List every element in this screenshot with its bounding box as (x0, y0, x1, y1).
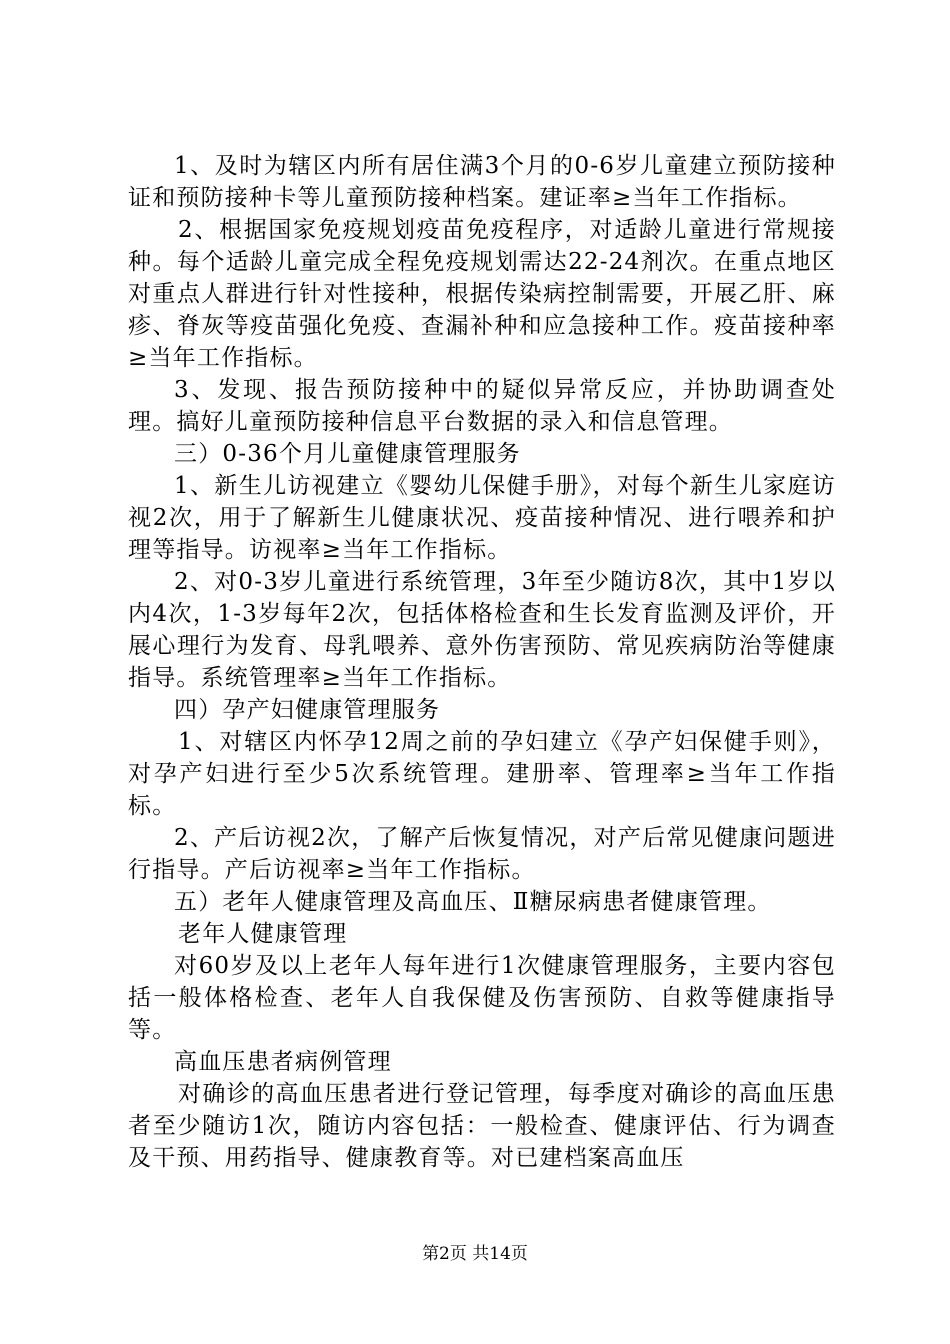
paragraph-postpartum-visits: 2、产后访视2次，了解产后恢复情况，对产后常见健康问题进行指导。产后访视率≥当年工作指标。 (128, 825, 836, 883)
paragraph-hypertension-management: 对确诊的高血压患者进行登记管理，每季度对确诊的高血压患者至少随访1次，随访内容包括：一般检查、健康评估、行为调查及干预、用药指导、健康教育等。对已建档案高血压 (128, 1081, 836, 1171)
paragraph-pregnancy-registration: 1、对辖区内怀孕12周之前的孕妇建立《孕产妇保健手则》，对孕产妇进行至少5次系统管理。建册率、管理率≥当年工作指标。 (128, 729, 836, 819)
paragraph-adverse-reactions: 3、发现、报告预防接种中的疑似异常反应，并协助调查处理。搞好儿童预防接种信息平台数据的录入和信息管理。 (128, 377, 836, 435)
paragraph-vaccination-records: 1、及时为辖区内所有居住满3个月的0-6岁儿童建立预防接种证和预防接种卡等儿童预防接种档案。建证率≥当年工作指标。 (128, 153, 836, 211)
document-body (128, 150, 836, 1174)
paragraph-elderly-services: 对60岁及以上老年人每年进行1次健康管理服务，主要内容包括一般体格检查、老年人自我保健及伤害预防、自救等健康指导等。 (128, 953, 836, 1043)
paragraph-newborn-visits: 1、新生儿访视建立《婴幼儿保健手册》，对每个新生儿家庭访视2次，用于了解新生儿健康状况、疫苗接种情况、进行喂养和护理等指导。访视率≥当年工作指标。 (128, 473, 836, 563)
subheading-elderly-health: 老年人健康管理 (178, 921, 348, 947)
section-heading-elderly-chronic: 五）老年人健康管理及高血压、Ⅱ糖尿病患者健康管理。 (174, 889, 772, 915)
section-heading-child-health: 三）0-36个月儿童健康管理服务 (174, 441, 521, 467)
section-heading-maternal-health: 四）孕产妇健康管理服务 (174, 697, 441, 723)
paragraph-child-system-management: 2、对0-3岁儿童进行系统管理，3年至少随访8次，其中1岁以内4次，1-3岁每年2次，包括体格检查和生长发育监测及评价，开展心理行为发育、母乳喂养、意外伤害预防、常见疾病防治等健康指导。系统管理率≥当年工作指标。 (128, 569, 836, 691)
subheading-hypertension: 高血压患者病例管理 (174, 1049, 392, 1075)
paragraph-routine-vaccination: 2、根据国家免疫规划疫苗免疫程序，对适龄儿童进行常规接种。每个适龄儿童完成全程免疫规划需达22-24剂次。在重点地区对重点人群进行针对性接种，根据传染病控制需要，开展乙肝、麻疹、脊灰等疫苗强化免疫、查漏补种和应急接种工作。疫苗接种率≥当年工作指标。 (128, 217, 836, 371)
page-footer: 第2页 共14页 (422, 1244, 528, 1264)
